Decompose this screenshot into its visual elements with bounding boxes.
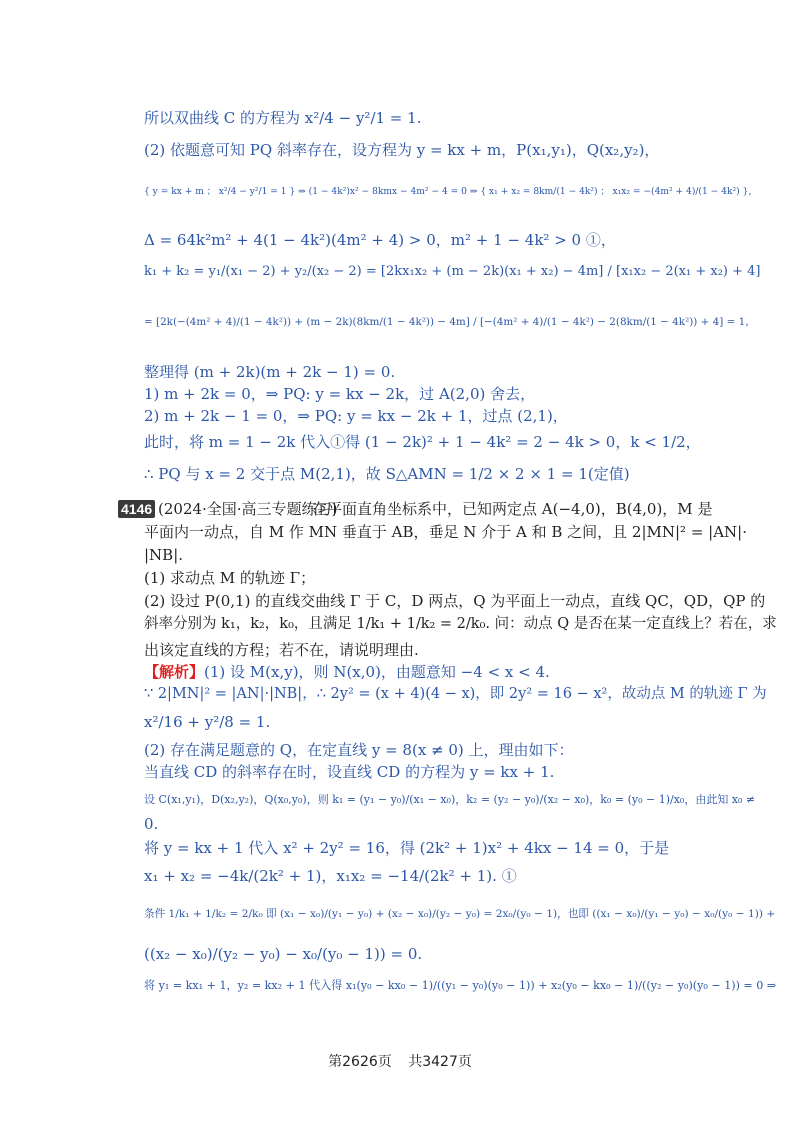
solution-line-9: x₁ + x₂ = −4k/(2k² + 1)，x₁x₂ = −14/(2k² + 1). ① xyxy=(144,867,517,885)
solution-line-12: 将 y₁ = kx₁ + 1，y₂ = kx₂ + 1 代入得 x₁(y₀ − kx₀ − 1)/((y₁ − y₀)(y₀ − 1)) + x₂(y₀ − kx₀ − 1)/((y₂ − y₀)(y₀ − 1)) = 0 ⇒ xyxy=(144,979,777,992)
prev-solution-line-2: (2) 依题意可知 PQ 斜率存在，设方程为 y = kx + m，P(x₁,y₁)，Q(x₂,y₂)， xyxy=(144,141,660,159)
prev-solution-system: { y = kx + m ； x²/4 − y²/1 = 1 } ⇒ (1 − 4k²)x² − 8kmx − 4m² − 4 = 0 ⇒ { x₁ + x₂ = 8km/(1 − 4k²) ； x₁x₂ = −(4m² + 4)/(1 − 4k²) }， xyxy=(144,187,758,197)
problem-line-2: 平面内一动点，自 M 作 MN 垂直于 AB，垂足 N 介于 A 和 B 之间，且 2|MN|² = |AN|· xyxy=(144,523,747,541)
problem-line-3: |NB|. xyxy=(144,546,184,564)
solution-line-7: 0. xyxy=(144,815,159,833)
page-total: 共3427页 xyxy=(408,1054,472,1070)
solution-line-4: (2) 存在满足题意的 Q，在定直线 y = 8(x ≠ 0) 上，理由如下： xyxy=(144,741,574,759)
problem-part-1: (1) 求动点 M 的轨迹 Γ； xyxy=(144,569,316,587)
solution-line-1: (1) 设 M(x,y)，则 N(x,0)，由题意知 −4 < x < 4. xyxy=(204,663,550,681)
solution-line-11: ((x₂ − x₀)/(y₂ − y₀) − x₀/(y₀ − 1)) = 0. xyxy=(144,945,423,963)
prev-solution-line-10: 此时，将 m = 1 − 2k 代入①得 (1 − 2k)² + 1 − 4k² = 2 − 4k > 0，k < 1/2， xyxy=(144,433,701,451)
solution-line-5: 当直线 CD 的斜率存在时，设直线 CD 的方程为 y = kx + 1. xyxy=(144,763,555,781)
problem-source: (2024·全国·高三专题练习) xyxy=(158,500,338,518)
page-footer xyxy=(0,1051,800,1071)
problem-part-2-line-1: (2) 设过 P(0,1) 的直线交曲线 Γ 于 C，D 两点，Q 为平面上一动点，直线 QC，QD，QP 的 xyxy=(144,592,766,610)
problem-number-badge: 4146 xyxy=(118,500,155,518)
solution-line-10: 条件 1/k₁ + 1/k₂ = 2/k₀ 即 (x₁ − x₀)/(y₁ − y₀) + (x₂ − x₀)/(y₂ − y₀) = 2x₀/(y₀ − 1)，也即 ((x₁ − x₀)/(y₁ − y₀) − x₀/(y₀ − 1)) + xyxy=(144,908,776,920)
prev-solution-line-8: 1) m + 2k = 0，⇒ PQ: y = kx − 2k，过 A(2,0) 舍去， xyxy=(144,385,536,403)
solution-line-6: 设 C(x₁,y₁)，D(x₂,y₂)，Q(x₀,y₀)，则 k₁ = (y₁ − y₀)/(x₁ − x₀)，k₂ = (y₂ − y₀)/(x₂ − x₀)，k₀ = (y₀ − 1)/x₀，由此知 x₀ ≠ xyxy=(144,793,756,806)
prev-solution-line-6: = [2k(−(4m² + 4)/(1 − 4k²)) + (m − 2k)(8km/(1 − 4k²)) − 4m] / [−(4m² + 4)/(1 − 4k²) − 2(8km/(1 − 4k²)) + 4] = 1， xyxy=(144,316,756,328)
solution-line-3: x²/16 + y²/8 = 1. xyxy=(144,713,271,731)
prev-solution-line-5: k₁ + k₂ = y₁/(x₁ − 2) + y₂/(x₂ − 2) = [2kx₁x₂ + (m − 2k)(x₁ + x₂) − 4m] / [x₁x₂ − 2(x₁ + x₂) + 4] xyxy=(144,264,761,279)
prev-solution-line-4: Δ = 64k²m² + 4(1 − 4k²)(4m² + 4) > 0，m² + 1 − 4k² > 0 ①， xyxy=(144,231,616,249)
prev-solution-line-7: 整理得 (m + 2k)(m + 2k − 1) = 0. xyxy=(144,363,396,381)
solution-label: 【解析】 xyxy=(144,663,205,681)
page-number: 第2626页 xyxy=(328,1054,392,1070)
problem-part-2-line-3: 出该定直线的方程；若不在，请说明理由. xyxy=(144,641,419,659)
problem-line-1: 在平面直角坐标系中，已知两定点 A(−4,0)，B(4,0)，M 是 xyxy=(312,500,713,518)
prev-solution-line-9: 2) m + 2k − 1 = 0，⇒ PQ: y = kx − 2k + 1，过点 (2,1)， xyxy=(144,407,568,425)
prev-solution-line-1: 所以双曲线 C 的方程为 x²/4 − y²/1 = 1. xyxy=(144,109,422,127)
solution-line-2: ∵ 2|MN|² = |AN|·|NB|，∴ 2y² = (x + 4)(4 − x)，即 2y² = 16 − x²，故动点 M 的轨迹 Γ 为 xyxy=(144,686,767,702)
solution-line-8: 将 y = kx + 1 代入 x² + 2y² = 16，得 (2k² + 1)x² + 4kx − 14 = 0，于是 xyxy=(144,839,670,857)
prev-solution-line-11: ∴ PQ 与 x = 2 交于点 M(2,1)，故 S△AMN = 1/2 × 2 × 1 = 1(定值) xyxy=(144,465,630,483)
problem-part-2-line-2: 斜率分别为 k₁，k₂，k₀，且满足 1/k₁ + 1/k₂ = 2/k₀. 问：动点 Q 是否在某一定直线上？若在，求 xyxy=(144,616,777,632)
